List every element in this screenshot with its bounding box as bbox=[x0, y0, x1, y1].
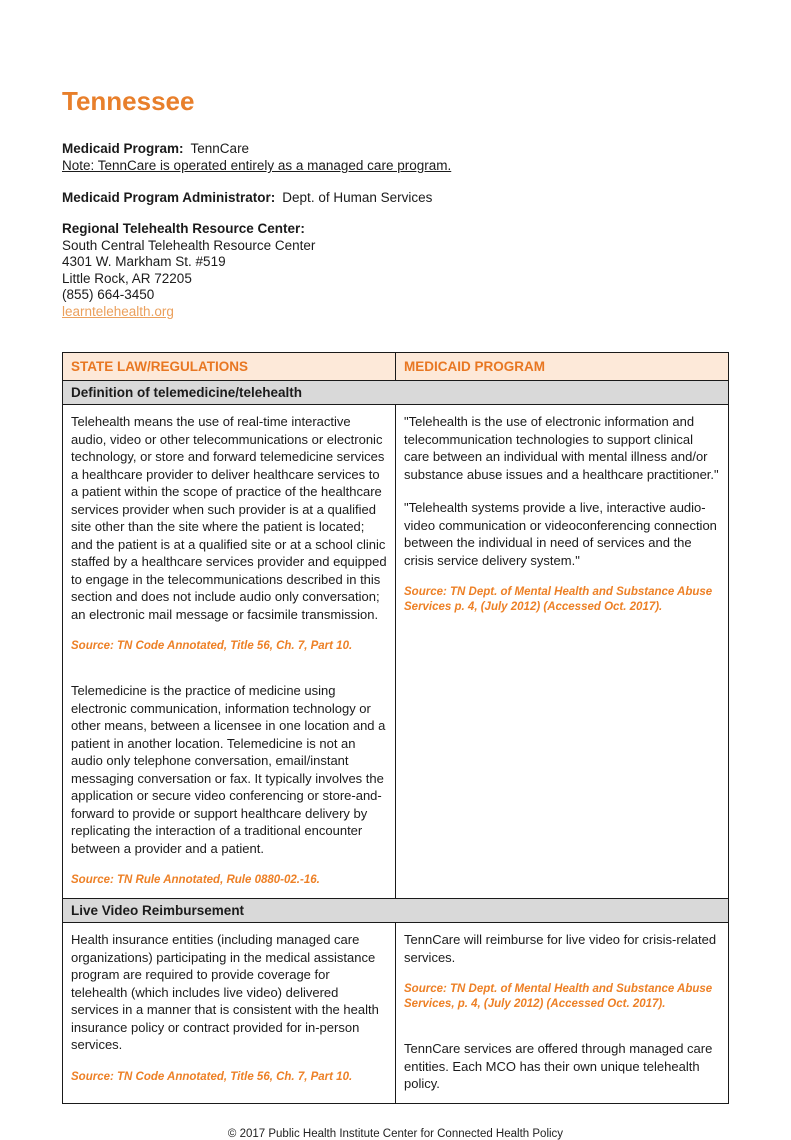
page-title: Tennessee bbox=[62, 86, 195, 116]
source-citation: Source: TN Code Annotated, Title 56, Ch. 7, Part 10. bbox=[71, 1070, 353, 1083]
resource-center-phone: (855) 664-3450 bbox=[62, 287, 155, 302]
table-row-live-video bbox=[63, 923, 729, 1104]
paragraph: Telemedicine is the practice of medicine using electronic communication, information technology or other means, between a licensee in one location and a patient in another location. Telemedicine is not an audio only telephone conversation, email/instant messaging conversation or fax. It typically involves the application or secure video conferencing or store-and-forward to provide or support healthcare delivery by replicating the interaction of a traditional encounter between a provider and a patient. bbox=[71, 683, 386, 856]
paragraph: TennCare services are offered through managed care entities. Each MCO has their own unique telehealth policy. bbox=[404, 1041, 713, 1091]
source-citation: Source: TN Dept. of Mental Health and Substance Abuse Services, p. 4, (July 2012) (Accessed Oct. 2017). bbox=[404, 983, 713, 1010]
administrator-label: Medicaid Program Administrator: bbox=[62, 190, 276, 205]
table-header-row bbox=[63, 353, 729, 381]
managed-care-note: Note: TennCare is operated entirely as a managed care program. bbox=[62, 158, 452, 173]
source-citation: Source: TN Rule Annotated, Rule 0880-02.-16. bbox=[71, 874, 320, 886]
paragraph: "Telehealth systems provide a live, interactive audio-video communication or videoconferencing connection between the individual in need of services and the crisis service delivery system." bbox=[404, 500, 717, 568]
copyright-footer: © 2017 Public Health Institute Center for Connected Health Policy bbox=[227, 1127, 564, 1140]
administrator-line bbox=[62, 189, 729, 206]
section-title-definition: Definition of telemedicine/telehealth bbox=[63, 381, 729, 405]
medicaid-program-label: Medicaid Program: bbox=[62, 141, 184, 156]
resource-center-heading: Regional Telehealth Resource Center: bbox=[62, 221, 305, 236]
source-citation: Source: TN Code Annotated, Title 56, Ch. 7, Part 10. bbox=[71, 640, 353, 652]
resource-center-link[interactable]: learntelehealth.org bbox=[62, 303, 174, 319]
state-law-live-video-cell bbox=[63, 923, 396, 1104]
resource-center-address-line2: Little Rock, AR 72205 bbox=[62, 270, 192, 286]
administrator-value: Dept. of Human Services bbox=[282, 190, 433, 205]
state-law-definition-cell bbox=[63, 405, 396, 899]
column-header-state-law: STATE LAW/REGULATIONS bbox=[63, 353, 396, 381]
source-citation: Source: TN Dept. of Mental Health and Substance Abuse Services p. 4, (July 2012) (Accessed Oct. 2017). bbox=[404, 586, 713, 613]
medicaid-program-value: TennCare bbox=[190, 141, 250, 156]
medicaid-definition-cell bbox=[396, 405, 729, 899]
medicaid-program-line bbox=[62, 140, 729, 157]
medicaid-live-video-cell bbox=[396, 923, 729, 1104]
column-header-medicaid-program: MEDICAID PROGRAM bbox=[396, 353, 729, 381]
paragraph: Health insurance entities (including managed care organizations) participating in the medical assistance program are required to provide coverage for telehealth (which includes live video) delivered services in a manner that is consistent with the health insurance policy or contract provided for in-person services. bbox=[71, 932, 379, 1052]
paragraph: TennCare will reimburse for live video for crisis-related services. bbox=[404, 932, 717, 965]
resource-center-address-line1: 4301 W. Markham St. #519 bbox=[62, 254, 226, 269]
section-header-live-video bbox=[63, 899, 729, 923]
paragraph: Telehealth means the use of real-time interactive audio, video or other telecommunications or electronic technology, or store and forward telemedicine services a healthcare provider to deliver healthcare services to a patient within the scope of practice of the healthcare services provider when such provider is at a qualified site other than the site where the patient is located; and the patient is at a qualified site or at a school clinic staffed by a healthcare services provider and equipped to engage in the telecommunications described in this section and does not include audio only conversation; an electronic mail message or facsimile transmission. bbox=[71, 414, 387, 622]
section-title-live-video: Live Video Reimbursement bbox=[63, 899, 729, 923]
table-row-definition bbox=[63, 405, 729, 899]
policy-table bbox=[62, 352, 729, 1104]
resource-center-block bbox=[62, 221, 729, 320]
resource-center-name: South Central Telehealth Resource Center bbox=[62, 237, 316, 253]
program-info-block bbox=[62, 140, 729, 320]
paragraph: "Telehealth is the use of electronic information and telecommunication technologies to support clinical care between an individual with mental illness and/or substance abuse issues and a healthcare practitioner." bbox=[404, 414, 719, 482]
section-header-definition bbox=[63, 381, 729, 405]
